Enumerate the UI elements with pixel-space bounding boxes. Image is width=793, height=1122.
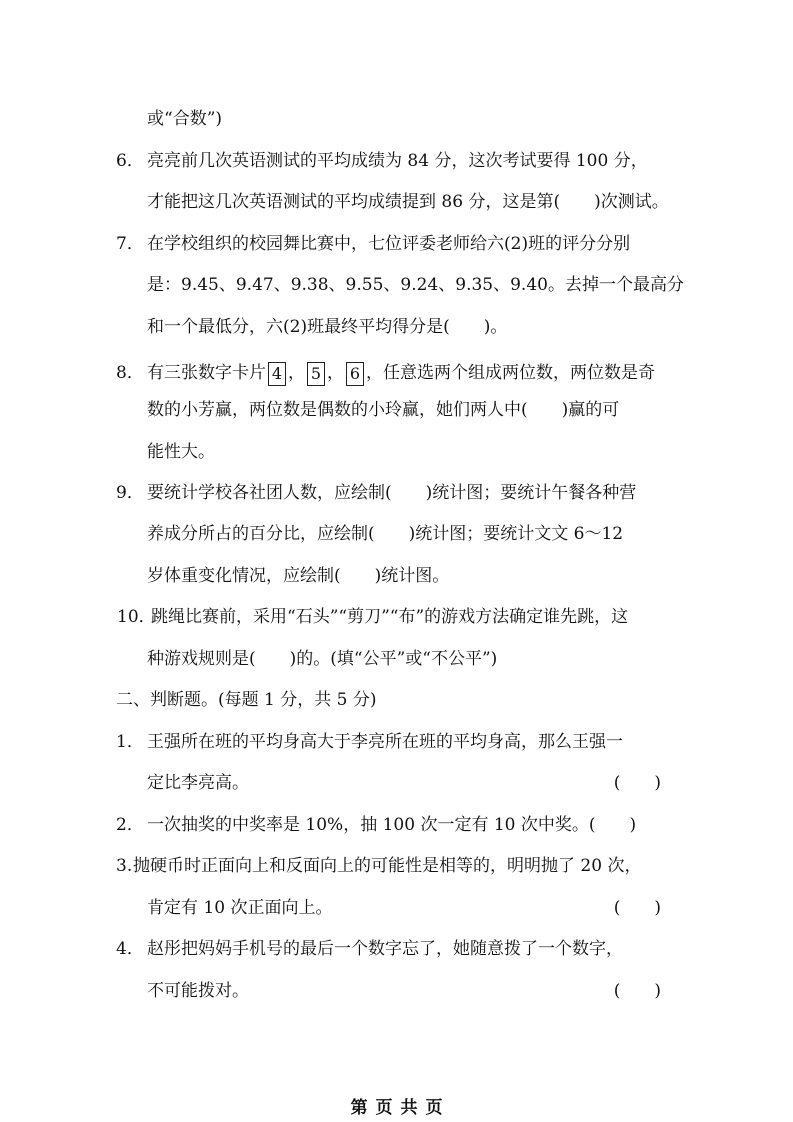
j3-text-1: 抛硬币时正面向上和反面向上的可能性是相等的，明明抛了 20 次， bbox=[133, 856, 642, 876]
q9-text-3: 岁体重变化情况，应绘制( )统计图。 bbox=[147, 566, 450, 586]
q8-text-2: 数的小芳赢，两位数是偶数的小玲赢，她们两人中( )赢的可 bbox=[147, 400, 620, 420]
footer-di: 第 bbox=[350, 1098, 368, 1118]
q8-text-1: 有三张数字卡片 4 ， 5 ， 6 ，任意选两个组成两位数，两位数是奇 bbox=[147, 360, 655, 386]
q8-text-3: 能性大。 bbox=[147, 442, 215, 462]
q10-text-2: 种游戏规则是( )的。(填“公平”或“不公平”) bbox=[147, 649, 498, 669]
j4-text-2: 不可能拨对。 bbox=[147, 981, 249, 1001]
q7-text-1: 在学校组织的校园舞比赛中，七位评委老师给六(2)班的评分分别 bbox=[147, 234, 631, 254]
j3-answer-parens: ( ) bbox=[613, 898, 661, 918]
footer-gong: 共 bbox=[400, 1098, 418, 1118]
j4-number: 4． bbox=[116, 939, 144, 959]
footer-ye-1: 页 bbox=[375, 1098, 393, 1118]
q8-prefix: 有三张数字卡片 bbox=[147, 363, 266, 383]
j4-text-1: 赵彤把妈妈手机号的最后一个数字忘了，她随意拨了一个数字， bbox=[147, 939, 623, 959]
q7-text-2: 是：9.45、9.47、9.38、9.55、9.24、9.35、9.40。去掉一个最高分 bbox=[147, 275, 684, 295]
q8-number: 8． bbox=[116, 363, 144, 383]
j1-number: 1． bbox=[116, 732, 144, 752]
j3-text-2: 肯定有 10 次正面向上。 bbox=[147, 898, 333, 918]
j2-text-1: 一次抽奖的中奖率是 10%，抽 100 次一定有 10 次中奖。( ) bbox=[147, 815, 637, 835]
page-footer bbox=[0, 1093, 793, 1118]
q9-text-1: 要统计学校各社团人数，应绘制( )统计图；要统计午餐各种营 bbox=[147, 483, 637, 503]
number-card-5: 5 bbox=[307, 362, 325, 386]
q8-suffix: ，任意选两个组成两位数，两位数是奇 bbox=[366, 363, 655, 383]
q6-number: 6． bbox=[116, 151, 144, 171]
q10-number: 10． bbox=[117, 607, 156, 627]
q9-number: 9． bbox=[116, 483, 144, 503]
footer-ye-2: 页 bbox=[425, 1098, 443, 1118]
j4-answer-parens: ( ) bbox=[613, 981, 661, 1001]
j2-number: 2． bbox=[116, 815, 144, 835]
j1-answer-parens: ( ) bbox=[613, 773, 661, 793]
q10-text-1: 跳绳比赛前，采用“石头”“剪刀”“布”的游戏方法确定谁先跳，这 bbox=[151, 607, 629, 627]
section-2-title: 二、判断题。(每题 1 分，共 5 分) bbox=[116, 690, 377, 710]
q6-text-1: 亮亮前几次英语测试的平均成绩为 84 分，这次考试要得 100 分， bbox=[147, 151, 648, 171]
j1-text-2: 定比李亮高。 bbox=[147, 773, 249, 793]
q7-number: 7． bbox=[116, 234, 144, 254]
q7-text-3: 和一个最低分，六(2)班最终平均得分是( )。 bbox=[147, 317, 508, 337]
q9-text-2: 养成分所占的百分比，应绘制( )统计图；要统计文文 6～12 bbox=[147, 524, 624, 544]
number-card-4: 4 bbox=[268, 362, 286, 386]
j3-number: 3. bbox=[116, 856, 133, 876]
number-card-6: 6 bbox=[346, 362, 364, 386]
q6-text-2: 才能把这几次英语测试的平均成绩提到 86 分，这是第( )次测试。 bbox=[147, 192, 669, 212]
j1-text-1: 王强所在班的平均身高大于李亮所在班的平均身高，那么王强一 bbox=[147, 732, 623, 752]
q5-tail-text: 或“合数”) bbox=[147, 109, 223, 129]
